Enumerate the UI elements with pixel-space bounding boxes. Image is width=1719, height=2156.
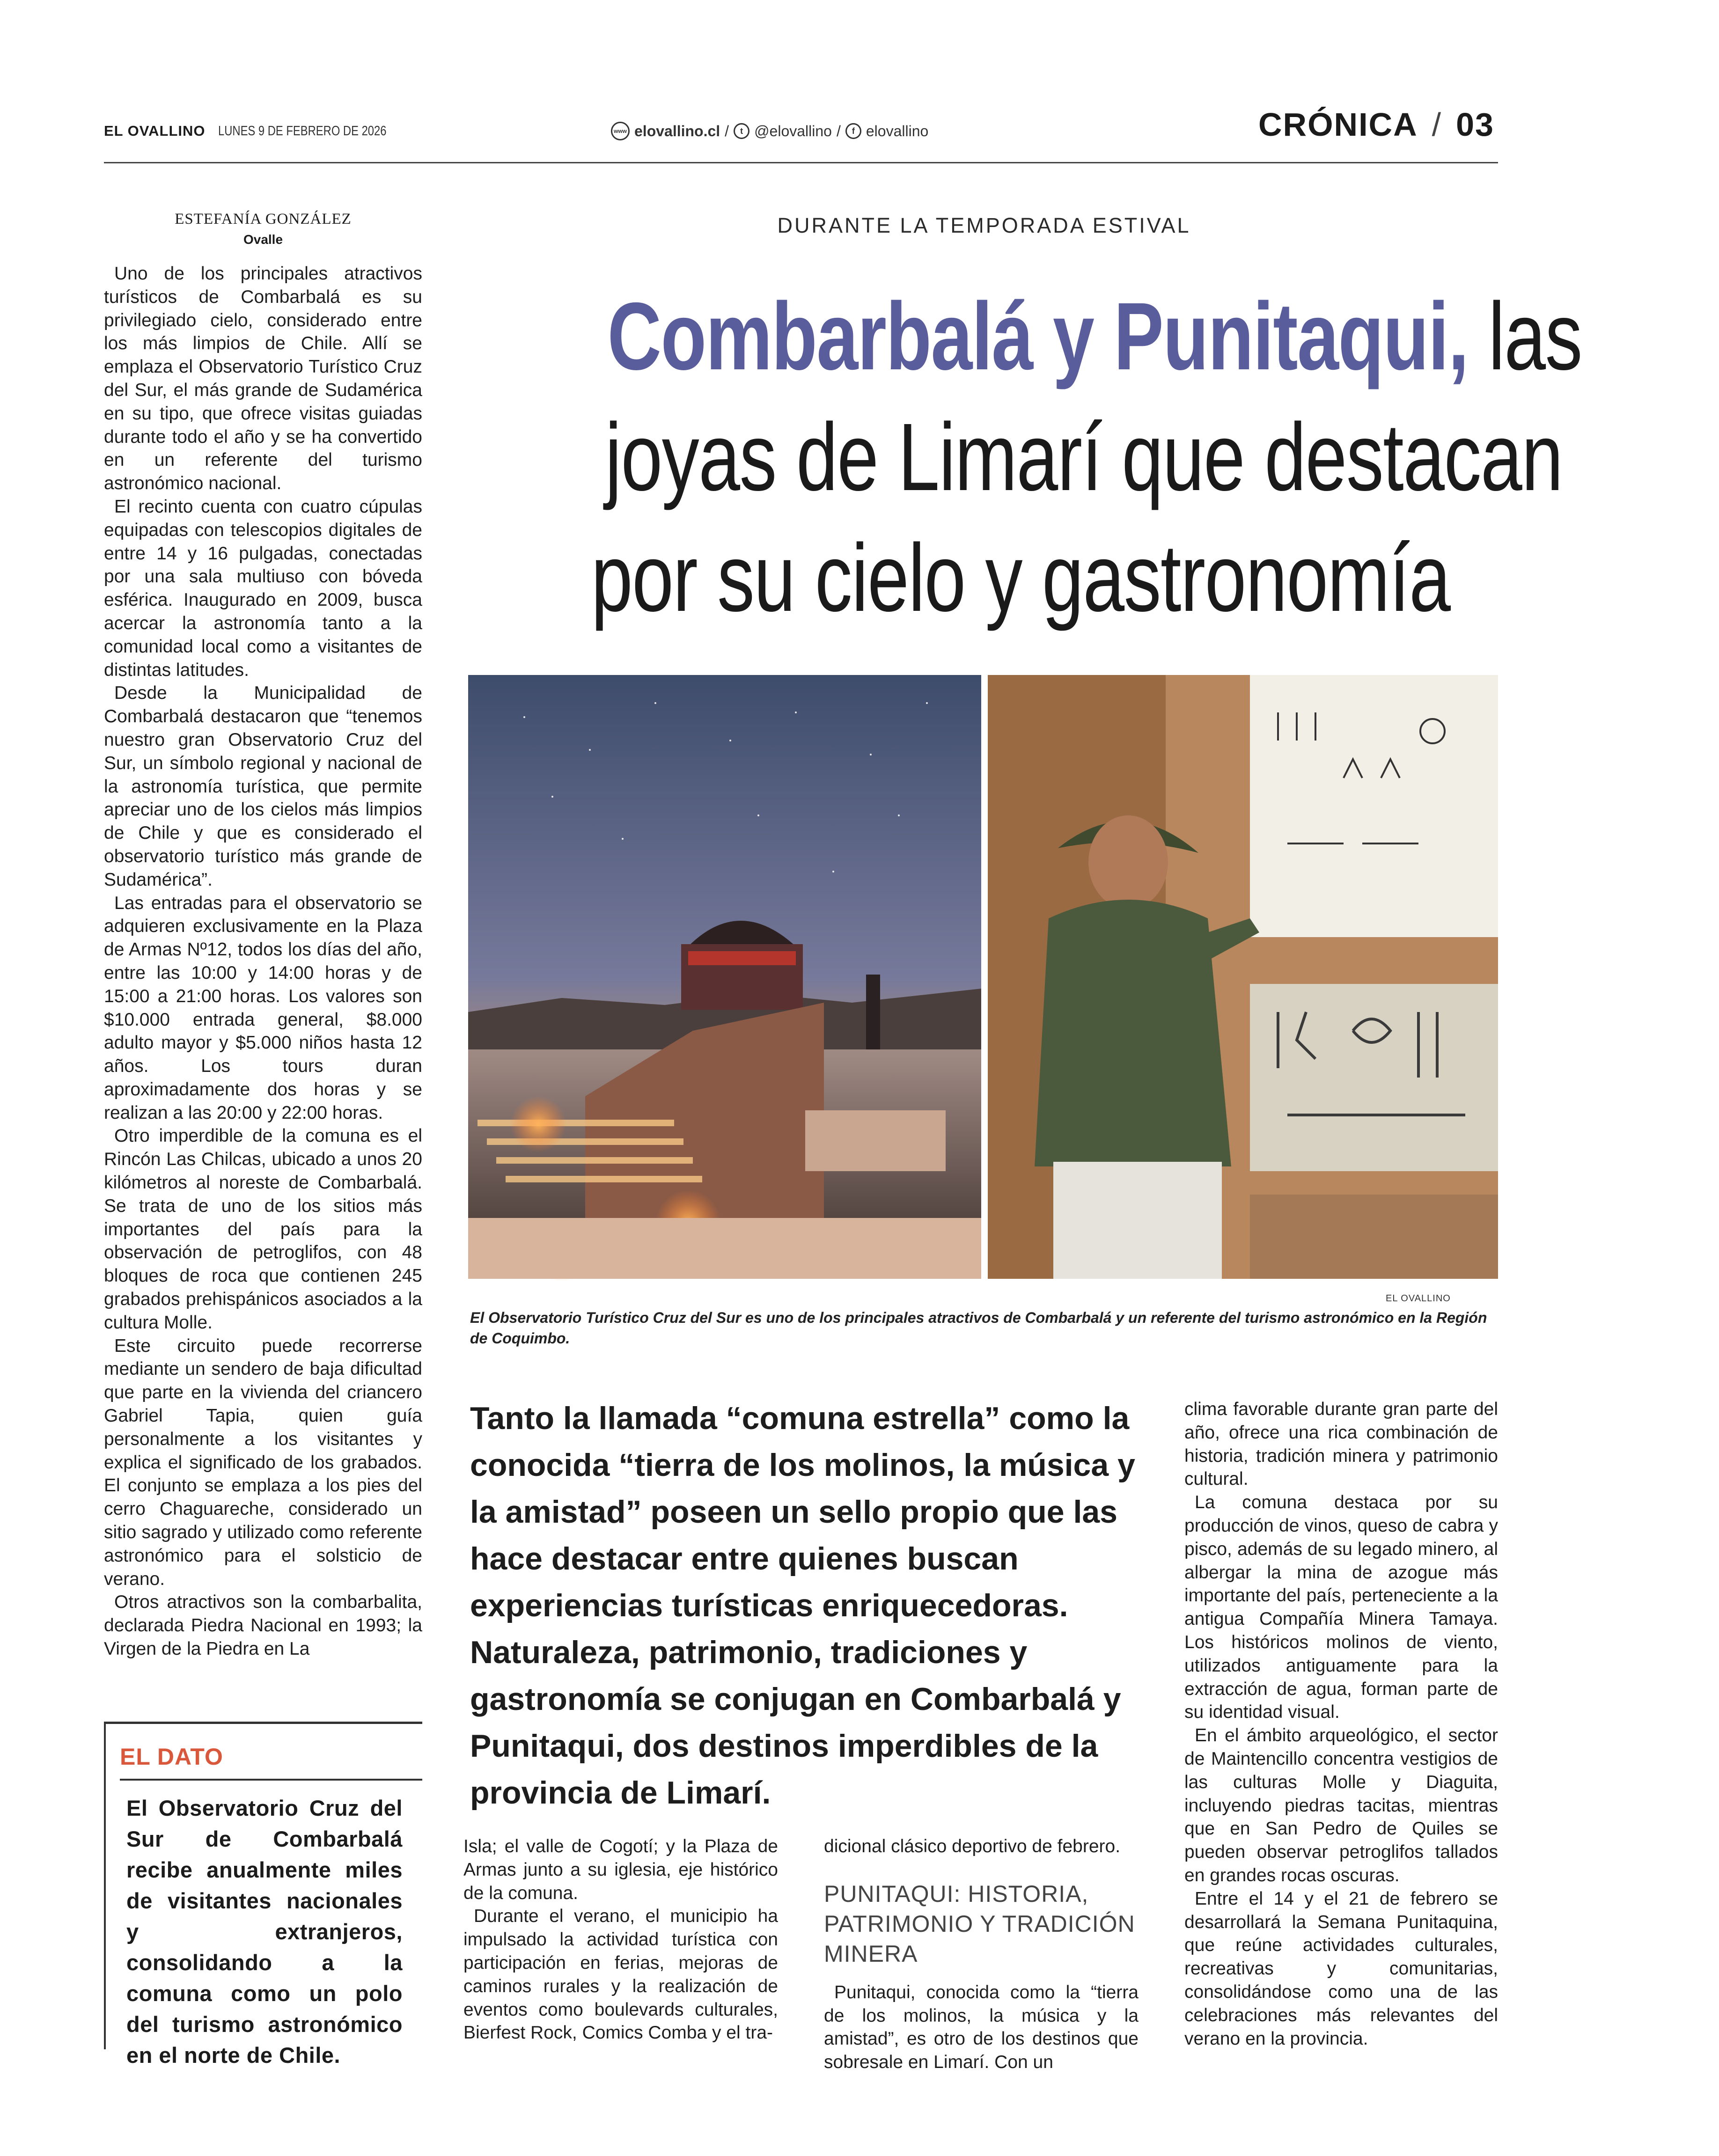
headline-highlight: Combarbalá y Punitaqui, — [607, 283, 1469, 390]
paragraph: Durante el verano, el municipio ha impulsado la actividad turística con participación en ferias, mejoras de caminos rurales y la realización de eventos como boulevards culturales, Bierfest Rock, Comics Comba y el tra- — [463, 1906, 778, 2043]
observatory-photo — [468, 675, 981, 1279]
paragraph: En el ámbito arqueológico, el sector de Maintencillo concentra vestigios de las culturas Molle y Diaguita, incluyendo piedras tacitas, mientras que en San Pedro de Quiles se pueden observar petroglifos tallados en grandes rocas oscuras. — [1184, 1725, 1498, 1885]
dato-top-rule — [104, 1722, 422, 1724]
headline-text: las — [1488, 283, 1582, 390]
kicker: DURANTE LA TEMPORADA ESTIVAL — [777, 213, 1191, 237]
guide-photo — [988, 675, 1498, 1279]
author-location: Ovalle — [243, 232, 283, 247]
headline-text: joyas de Limarí que destacan — [605, 403, 1563, 511]
body-column-left — [104, 262, 422, 1665]
lead-paragraph: Tanto la llamada “comuna estrella” como la conocida “tierra de los molinos, la música y la amistad” poseen un sello propio que las hace destacar entre quienes buscan experiencias turísticas enriquecedoras. Naturaleza, patrimonio, tradiciones y gastronomía se conjugan en Combarbalá y Punitaqui, dos destinos imperdibles de la provincia de Limarí. — [470, 1401, 1135, 1811]
paragraph: Isla; el valle de Cogotí; y la Plaza de Armas junto a su iglesia, eje histórico de la comuna. — [463, 1836, 778, 1903]
headline — [470, 276, 1582, 638]
page-number: 03 — [1456, 106, 1494, 143]
author-byline: ESTEFANÍA GONZÁLEZ — [175, 211, 352, 227]
paragraph: Este circuito puede recorrerse mediante un sendero de baja dificultad que parte en la vivienda del criancero Gabriel Tapia, quien guía personalmente a los visitantes y explica el significado de los grabados. El conjunto se emplaza a los pies del cerro Chaguareche, considerado un sitio sagrado y utilizado como referente astronómico para el solsticio de verano. — [104, 1335, 422, 1589]
facebook-icon: f — [845, 123, 861, 139]
header-rule — [104, 162, 1498, 163]
paragraph: Punitaqui, conocida como la “tierra de los molinos, la música y la amistad”, es otro de los destinos que sobresale en Limarí. Con un — [824, 1982, 1139, 2073]
facebook-handle[interactable]: elovallino — [866, 122, 929, 139]
body-column-mid2 — [824, 1835, 1139, 2073]
paragraph: Otros atractivos son la combarbalita, declarada Piedra Nacional en 1993; la Virgen de la Piedra en La — [104, 1592, 422, 1659]
separator: / — [836, 122, 841, 139]
separator: / — [725, 122, 729, 139]
section-name: CRÓNICA — [1258, 106, 1418, 143]
paragraph: El recinto cuenta con cuatro cúpulas equipadas con telescopios digitales de entre 14 y 16 pulgadas, conectadas por una sala multiuso con bóveda esférica. Inaugurado en 2009, busca acercar la astronomía tanto a la comunidad local como a visitantes de distintas latitudes. — [104, 496, 422, 680]
observatory-illustration — [468, 675, 981, 1279]
photo-credit: EL OVALLINO — [1386, 1293, 1451, 1304]
web-icon: www — [611, 122, 630, 140]
paragraph: Las entradas para el observatorio se adquieren exclusivamente en la Plaza de Armas Nº12, todos los días del año, entre las 10:00 y 14:00 horas y de 15:00 a 21:00 horas. Los valores son $10.000 entrada general, $8.000 adulto mayor y $5.000 niños hasta 12 años. Los tours duran aproximadamente dos horas y se realizan a las 20:00 y 22:00 horas. — [104, 893, 422, 1123]
section-header — [1258, 106, 1494, 143]
body-column-right — [1184, 1398, 1498, 2053]
dato-rule — [120, 1779, 422, 1781]
twitter-icon: t — [734, 123, 749, 139]
social-links — [611, 122, 928, 140]
dato-text: El Observatorio Cruz del Sur de Combarbalá recibe anualmente miles de visitantes nacionales y extranjeros, consolidando a la comuna como un polo del turismo astronómico en el norte de Chile. — [126, 1796, 403, 2068]
paragraph: Entre el 14 y el 21 de febrero se desarrollará la Semana Punitaquina, que reúne actividades culturales, recreativas y comunitarias, consolidándose como una de las celebraciones más relevantes del verano en la provincia. — [1184, 1888, 1498, 2049]
photo-caption: El Observatorio Turístico Cruz del Sur es uno de los principales atractivos de Combarbalá y un referente del turismo astronómico en la Región de Coquimbo. — [470, 1309, 1487, 1347]
body-column-mid1 — [463, 1835, 778, 2055]
headline-text: por su cielo y gastronomía — [591, 524, 1450, 631]
website-link[interactable]: elovallino.cl — [634, 122, 720, 139]
dato-title: EL DATO — [120, 1744, 223, 1770]
subhead: PUNITAQUI: HISTORIA, PATRIMONIO Y TRADICIÓN MINERA — [824, 1880, 1135, 1967]
paragraph: La comuna destaca por su producción de vinos, queso de cabra y pisco, además de su legado minero, al albergar la mina de azogue más importante del país, perteneciente a la antigua Compañía Minera Tamaya. Los históricos molinos de viento, utilizados antiguamente para la extracción de agua, forman parte de su identidad visual. — [1184, 1492, 1498, 1723]
paragraph: Desde la Municipalidad de Combarbalá destacaron que “tenemos nuestro gran Observatorio Cruz del Sur, un símbolo regional y nacional de la astronomía turística, que permite apreciar uno de los cielos más limpios de Chile y que es considerado el observatorio turístico más grande de Sudamérica”. — [104, 683, 422, 890]
dato-side-rule — [104, 1724, 106, 2049]
paragraph: Uno de los principales atractivos turísticos de Combarbalá es su privilegiado cielo, considerado entre los más limpios de Chile. Allí se emplaza el Observatorio Turístico Cruz del Sur, el más grande de Sudamérica en su tipo, que ofrece visitas guiadas durante todo el año y se ha convertido en un referente del turismo astronómico nacional. — [104, 264, 422, 494]
paragraph: dicional clásico deportivo de febrero. — [824, 1836, 1121, 1856]
twitter-handle[interactable]: @elovallino — [754, 122, 832, 139]
section-separator: / — [1432, 106, 1442, 143]
paragraph: clima favorable durante gran parte del año, ofrece una rica combinación de historia, tradición minera y patrimonio cultural. — [1184, 1399, 1498, 1489]
publication-date: LUNES 9 DE FEBRERO DE 2026 — [218, 124, 387, 139]
guide-illustration — [988, 675, 1498, 1279]
paragraph: Otro imperdible de la comuna es el Rincón Las Chilcas, ubicado a unos 20 kilómetros al noreste de Combarbalá. Se trata de uno de los sitios más importantes del país para la observación de petroglifos, con 48 bloques de roca que contienen 245 grabados prehispánicos asociados a la cultura Molle. — [104, 1126, 422, 1333]
publication-name: EL OVALLINO — [104, 123, 206, 139]
